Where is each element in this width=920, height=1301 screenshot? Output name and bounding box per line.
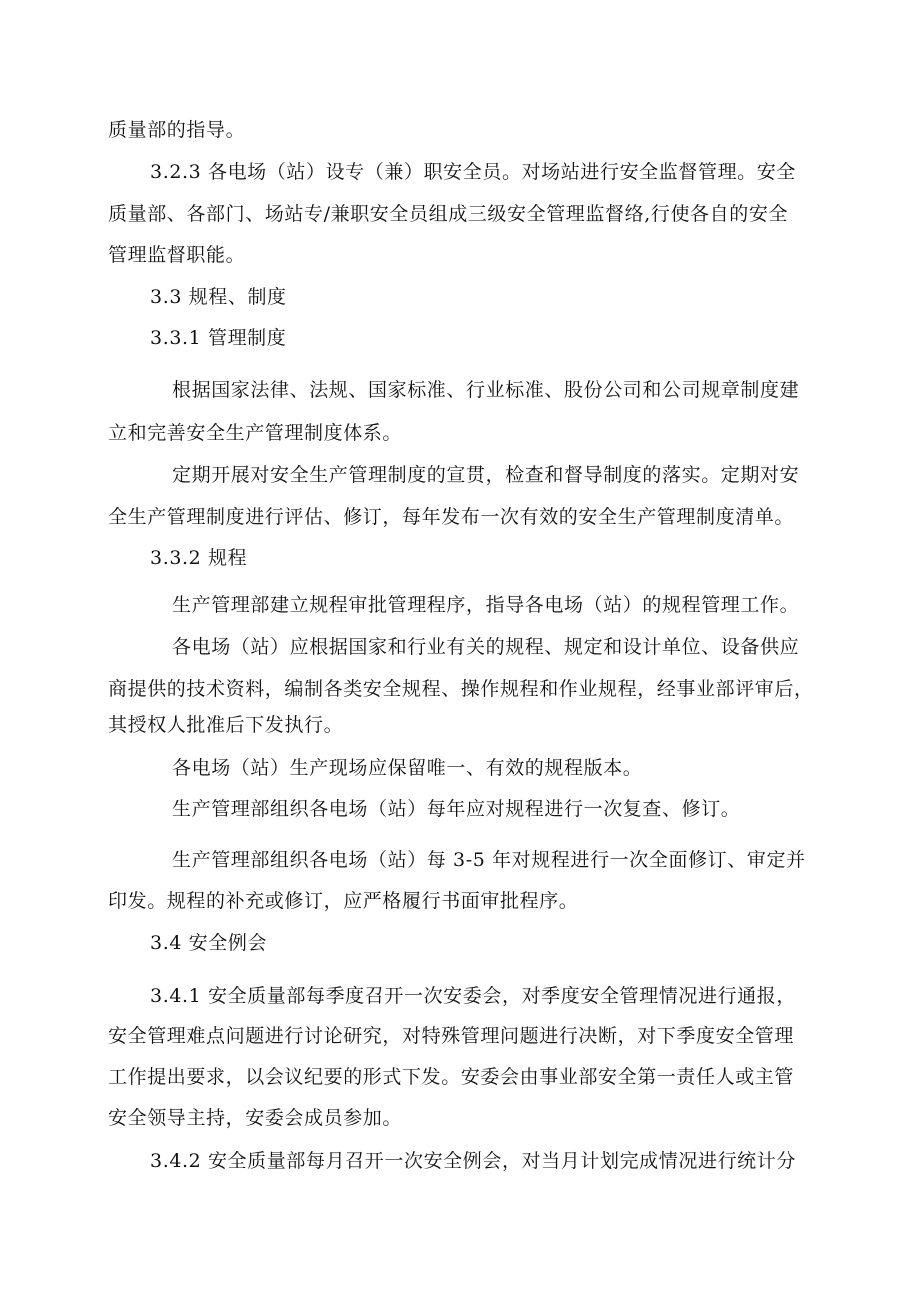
text-line: 全生产管理制度进行评估、修订，每年发布一次有效的安全生产管理制度清单。	[108, 506, 795, 528]
section-heading-3-4-2: 3.4.2 安全质量部每月召开一次安全例会，对当月计划完成情况进行统计分	[150, 1150, 796, 1172]
section-heading-3-3-2: 3.3.2 规程	[150, 547, 248, 569]
text-line: 生产管理部组织各电场（站）每年应对规程进行一次复查、修订。	[172, 798, 741, 820]
section-heading-3-2-3: 3.2.3 各电场（站）设专（兼）职安全员。对场站进行安全监督管理。安全	[150, 161, 796, 183]
text-line: 安全领导主持，安委会成员参加。	[108, 1107, 403, 1129]
text-line: 各电场（站）应根据国家和行业有关的规程、规定和设计单位、设备供应	[172, 636, 800, 658]
text-line: 管理监督职能。	[108, 244, 246, 266]
text-line: 商提供的技术资料，编制各类安全规程、操作规程和作业规程，经事业部评审后，	[108, 678, 814, 700]
text-line: 生产管理部建立规程审批管理程序，指导各电场（站）的规程管理工作。	[172, 594, 800, 616]
text-line: 工作提出要求，以会议纪要的形式下发。安委会由事业部安全第一责任人或主管	[108, 1066, 795, 1088]
text-line: 根据国家法律、法规、国家标准、行业标准、股份公司和公司规章制度建	[172, 379, 800, 401]
section-heading-3-3-1: 3.3.1 管理制度	[150, 327, 287, 349]
text-line: 定期开展对安全生产管理制度的宣贯，检查和督导制度的落实。定期对安	[172, 464, 800, 486]
text-line: 质量部、各部门、场站专/兼职安全员组成三级安全管理监督络,行使各自的安全	[108, 203, 789, 225]
section-heading-3-4-1: 3.4.1 安全质量部每季度召开一次安委会，对季度安全管理情况进行通报，	[150, 985, 796, 1007]
section-heading-3-4: 3.4 安全例会	[150, 932, 268, 954]
text-line: 质量部的指导。	[108, 119, 246, 141]
text-line: 各电场（站）生产现场应保留唯一、有效的规程版本。	[172, 757, 643, 779]
text-line: 安全管理难点问题进行讨论研究，对特殊管理问题进行决断，对下季度安全管理	[108, 1025, 795, 1047]
text-line: 立和完善安全生产管理制度体系。	[108, 422, 403, 444]
section-heading-3-3: 3.3 规程、制度	[150, 286, 287, 308]
text-line: 其授权人批准后下发执行。	[108, 714, 344, 736]
text-line: 生产管理部组织各电场（站）每 3-5 年对规程进行一次全面修订、审定并	[172, 849, 806, 871]
text-line: 印发。规程的补充或修订，应严格履行书面审批程序。	[108, 890, 579, 912]
